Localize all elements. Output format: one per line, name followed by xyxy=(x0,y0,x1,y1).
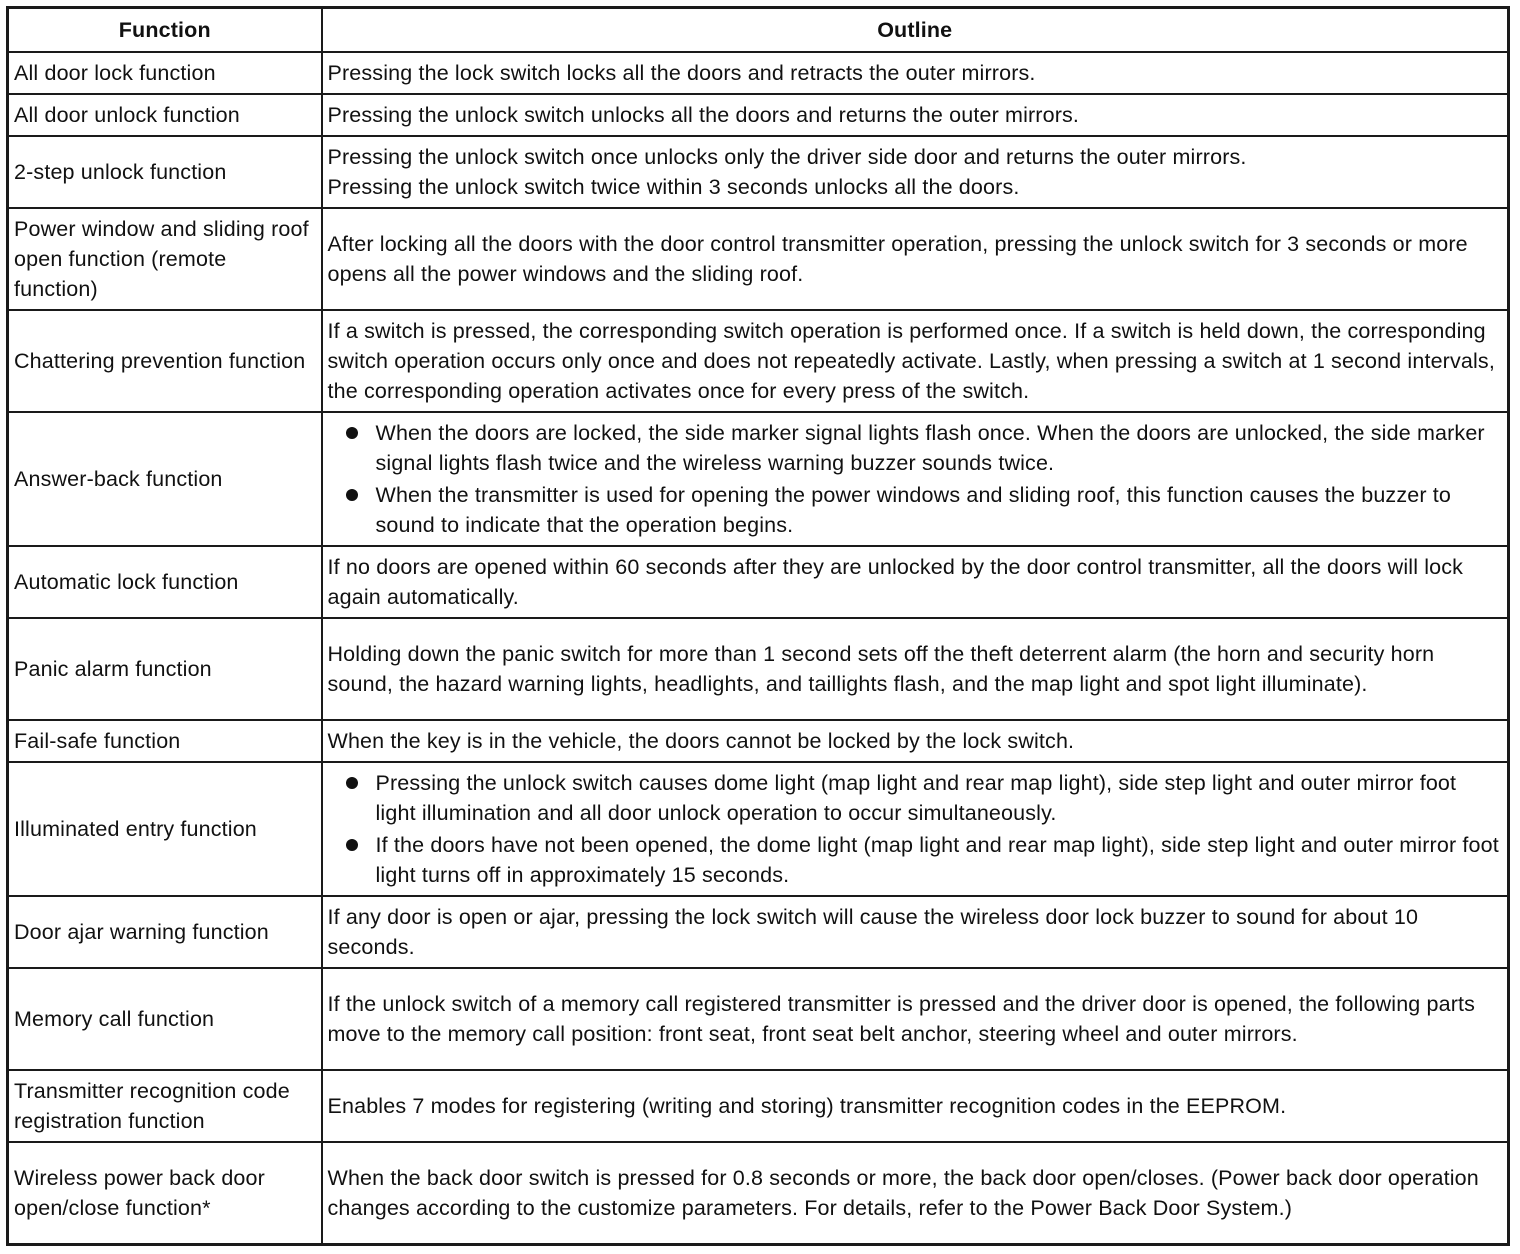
table-row xyxy=(8,52,1509,94)
outline-text: If a switch is pressed, the corresponding switch operation is performed once. If a switch is held down, the corresponding switch operation occurs only once and does not repeatedly activate. Lastly, when pressing a switch at 1 second intervals, the corresponding operation activates once for every press of the switch. xyxy=(327,319,1495,403)
function-cell: Fail-safe function xyxy=(8,720,322,762)
outline-cell xyxy=(322,136,1509,208)
function-outline-table xyxy=(6,6,1510,1246)
function-cell: Transmitter recognition code registration function xyxy=(8,1070,322,1142)
table-row xyxy=(8,546,1509,618)
bullet-text: When the doors are locked, the side marker signal lights flash once. When the doors are unlocked, the side marker signal lights flash twice and the wireless warning buzzer sounds twice. xyxy=(375,421,1485,475)
function-cell: Answer-back function xyxy=(8,412,322,546)
table-row xyxy=(8,1070,1509,1142)
outline-cell xyxy=(322,1142,1509,1244)
outline-text: When the back door switch is pressed for 0.8 seconds or more, the back door open/closes. (Power back door operation changes according to the customize parameters. For details, refer to the Power Back Door System.) xyxy=(327,1165,1479,1220)
function-cell: Chattering prevention function xyxy=(8,310,322,412)
table-row xyxy=(8,310,1509,412)
outline-bullet-list xyxy=(328,418,1502,540)
header-function: Function xyxy=(8,8,322,53)
outline-bullet-item xyxy=(328,418,1502,478)
table-row xyxy=(8,896,1509,968)
table-row xyxy=(8,208,1509,310)
table-row xyxy=(8,720,1509,762)
function-cell: Door ajar warning function xyxy=(8,896,322,968)
table-row xyxy=(8,1142,1509,1244)
table-row xyxy=(8,762,1509,896)
bullet-icon xyxy=(346,777,358,789)
bullet-icon xyxy=(346,427,358,439)
function-cell: Wireless power back door open/close function* xyxy=(8,1142,322,1244)
header-outline: Outline xyxy=(322,8,1509,53)
bullet-text: If the doors have not been opened, the dome light (map light and rear map light), side step light and outer mirror foot light turns off in approximately 15 seconds. xyxy=(375,833,1499,887)
outline-text: If the unlock switch of a memory call registered transmitter is pressed and the driver door is opened, the following parts move to the memory call position: front seat, front seat belt anchor, steering wheel and outer mirrors. xyxy=(327,992,1476,1046)
outline-cell xyxy=(322,968,1509,1070)
table-row xyxy=(8,94,1509,136)
outline-cell xyxy=(322,762,1509,896)
outline-text: When the key is in the vehicle, the doors cannot be locked by the lock switch. xyxy=(327,729,1075,753)
outline-text: Pressing the unlock switch unlocks all the doors and returns the outer mirrors. xyxy=(327,103,1080,127)
table-row xyxy=(8,412,1509,546)
outline-cell xyxy=(322,720,1509,762)
outline-bullet-list xyxy=(328,768,1502,890)
function-cell: Illuminated entry function xyxy=(8,762,322,896)
bullet-text: When the transmitter is used for opening the power windows and sliding roof, this function causes the buzzer to sound to indicate that the operation begins. xyxy=(375,483,1452,537)
function-cell: All door lock function xyxy=(8,52,322,94)
outline-cell xyxy=(322,94,1509,136)
outline-cell xyxy=(322,412,1509,546)
function-cell: 2-step unlock function xyxy=(8,136,322,208)
bullet-text: Pressing the unlock switch causes dome light (map light and rear map light), side step light and outer mirror foot light illumination and all door unlock operation to occur simultaneously. xyxy=(375,771,1457,825)
outline-text: If no doors are opened within 60 seconds after they are unlocked by the door control transmitter, all the doors will lock again automatically. xyxy=(327,555,1464,609)
bullet-icon xyxy=(346,489,358,501)
outline-bullet-item xyxy=(328,768,1502,828)
outline-cell xyxy=(322,546,1509,618)
outline-text: If any door is open or ajar, pressing the lock switch will cause the wireless door lock buzzer to sound for about 10 seconds. xyxy=(327,905,1419,959)
function-cell: Power window and sliding roof open function (remote function) xyxy=(8,208,322,310)
outline-cell xyxy=(322,310,1509,412)
bullet-icon xyxy=(346,839,358,851)
function-cell: Panic alarm function xyxy=(8,618,322,720)
outline-bullet-item xyxy=(328,830,1502,890)
outline-text: Pressing the unlock switch once unlocks only the driver side door and returns the outer mirrors. xyxy=(327,145,1247,169)
function-cell: Automatic lock function xyxy=(8,546,322,618)
outline-text: Pressing the lock switch locks all the doors and retracts the outer mirrors. xyxy=(327,61,1036,85)
table-row xyxy=(8,618,1509,720)
outline-cell xyxy=(322,208,1509,310)
outline-cell xyxy=(322,896,1509,968)
outline-text: After locking all the doors with the door control transmitter operation, pressing the unlock switch for 3 seconds or more opens all the power windows and the sliding roof. xyxy=(327,232,1468,286)
outline-cell xyxy=(322,1070,1509,1142)
table-body xyxy=(8,52,1509,1244)
outline-bullet-item xyxy=(328,480,1502,540)
table-row xyxy=(8,968,1509,1070)
function-cell: Memory call function xyxy=(8,968,322,1070)
outline-cell xyxy=(322,52,1509,94)
outline-text: Holding down the panic switch for more than 1 second sets off the theft deterrent alarm (the horn and security horn sound, the hazard warning lights, headlights, and taillights flash, and the map light and spot light illuminate). xyxy=(327,642,1435,696)
outline-text: Pressing the unlock switch twice within 3 seconds unlocks all the doors. xyxy=(327,175,1020,199)
outline-cell xyxy=(322,618,1509,720)
function-cell: All door unlock function xyxy=(8,94,322,136)
table-header-row xyxy=(8,8,1509,53)
outline-text: Enables 7 modes for registering (writing and storing) transmitter recognition codes in the EEPROM. xyxy=(327,1094,1287,1118)
table-row xyxy=(8,136,1509,208)
